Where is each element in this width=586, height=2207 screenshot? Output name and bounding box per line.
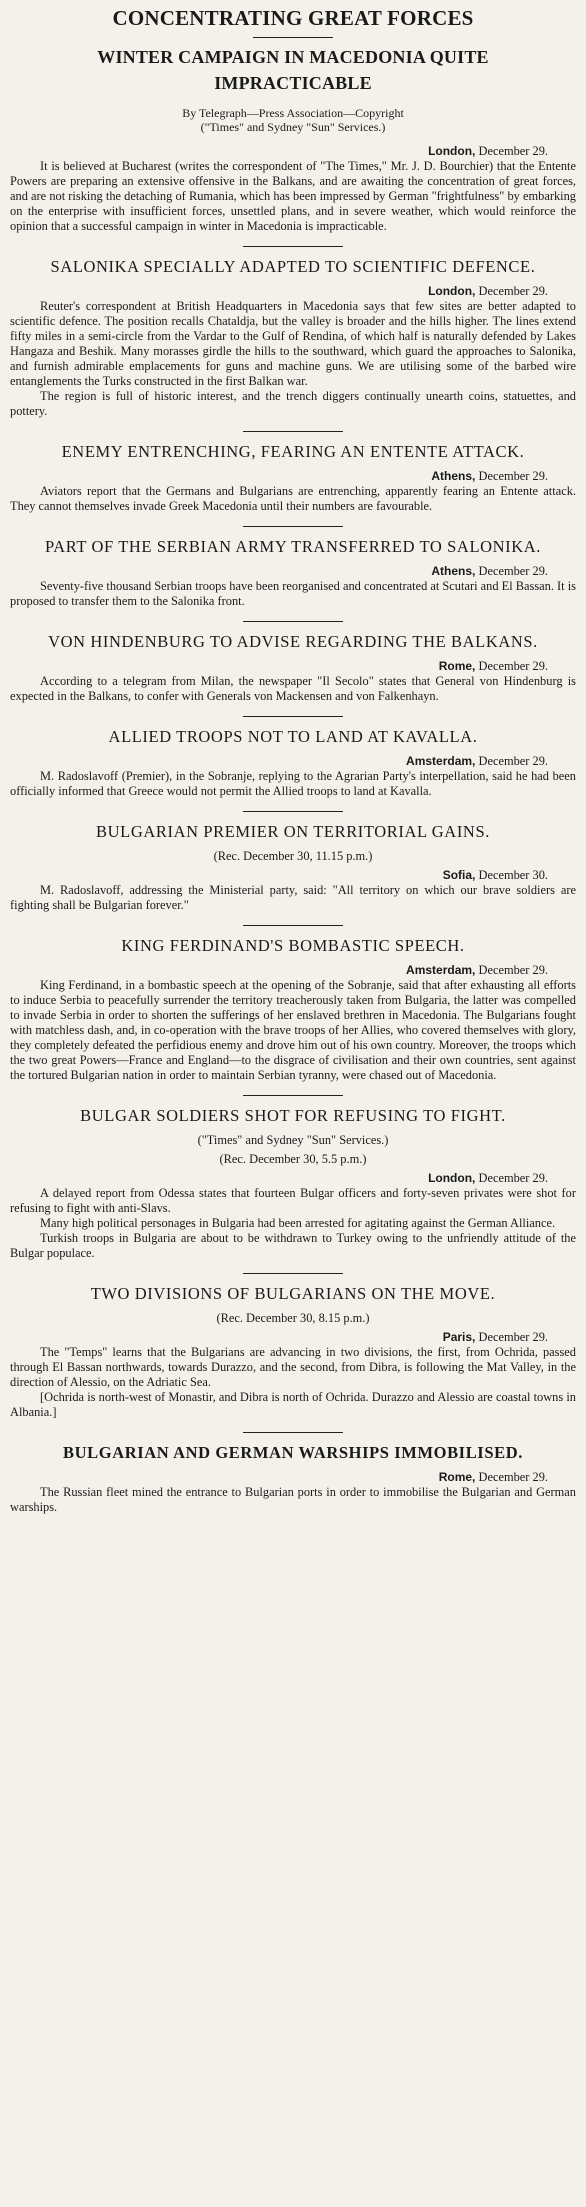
dateline-place: Rome, bbox=[438, 659, 476, 673]
section-divider bbox=[243, 621, 343, 622]
section-title: KING FERDINAND'S BOMBASTIC SPEECH. bbox=[121, 936, 465, 955]
article-section bbox=[10, 1284, 576, 1420]
section-paragraph: Reuter's correspondent at British Headquarters in Macedonia says that few sites are better adapted to scientific defence. The position recalls Chataldja, but the valley is broader and the hills higher. The lines extend fifty miles in a semi-circle from the Vardar to the Gulf of Rendina, of which half is naturally defended by Lakes Hangaza and Beshik. Many morasses girdle the hills to the southward, which guard the approaches to Salonika, and furnish admirable emplacements for guns and machine guns. We are utilising some of the barbed wire entanglements the Turks constructed in the first Balkan war. bbox=[10, 299, 576, 388]
section-divider bbox=[243, 716, 343, 717]
section-divider bbox=[243, 431, 343, 432]
byline bbox=[10, 106, 576, 134]
article-section bbox=[10, 1443, 576, 1515]
section-dateline bbox=[10, 659, 576, 674]
section-dateline bbox=[10, 1171, 576, 1186]
dateline-place: Sofia, bbox=[442, 868, 476, 882]
article-section bbox=[10, 1106, 576, 1261]
section-title: ENEMY ENTRENCHING, FEARING AN ENTENTE ATTACK. bbox=[61, 442, 525, 461]
lead-article bbox=[10, 144, 576, 234]
section-divider bbox=[243, 811, 343, 812]
main-headline: CONCENTRATING GREAT FORCES bbox=[112, 6, 474, 30]
section-divider bbox=[243, 1273, 343, 1274]
article-section bbox=[10, 936, 576, 1083]
dateline-date: December 29. bbox=[478, 1330, 548, 1344]
section-dateline bbox=[10, 963, 576, 978]
dateline-date: December 30. bbox=[478, 868, 548, 882]
section-services: ("Times" and Sydney "Sun" Services.) bbox=[197, 1133, 389, 1147]
section-paragraph: A delayed report from Odessa states that fourteen Bulgar officers and forty-seven privates were shot for refusing to fight with anti-Slavs. bbox=[10, 1186, 576, 1215]
byline-copyright: By Telegraph—Press Association—Copyright bbox=[182, 106, 404, 120]
section-divider bbox=[243, 925, 343, 926]
article-section bbox=[10, 822, 576, 913]
dateline-place: Rome, bbox=[438, 1470, 476, 1484]
section-dateline bbox=[10, 868, 576, 883]
section-paragraph: Seventy-five thousand Serbian troops have been reorganised and concentrated at Scutari and El Bassan. It is proposed to transfer them to the Salonika front. bbox=[10, 579, 576, 608]
received-time: (Rec. December 30, 5.5 p.m.) bbox=[219, 1152, 367, 1166]
dateline-place: London, bbox=[428, 284, 476, 298]
section-dateline bbox=[10, 1470, 576, 1485]
dateline-date: December 29. bbox=[478, 963, 548, 977]
section-paragraph: The region is full of historic interest, and the trench diggers continually unearth coins, statuettes, and pottery. bbox=[10, 389, 576, 418]
dateline-date: December 29. bbox=[478, 469, 548, 483]
section-dateline bbox=[10, 564, 576, 579]
section-paragraph: Aviators report that the Germans and Bulgarians are entrenching, apparently fearing an Entente attack. They cannot themselves invade Greek Macedonia until their numbers are favourable. bbox=[10, 484, 576, 513]
dateline-place: Athens, bbox=[431, 564, 476, 578]
article-section bbox=[10, 537, 576, 609]
section-paragraph: King Ferdinand, in a bombastic speech at the opening of the Sobranje, said that after exhausting all efforts to induce Serbia to peacefully surrender the territory treacherously taken from Bulgaria, the latter was compelled to invade Serbia in order to shorten the sufferings of her enslaved brethren in Macedonia. The Bulgarians fought with matchless dash, and, in co-operation with the brave troops of her Allies, who covered themselves with glory, they completely defeated the perfidious enemy and drove him out of his own country. Moreover, the troops which the two great Powers—France and England—to the disgrace of civilisation and their own countries, sent against the tortured Bulgarian nation in order to maintain Serbian tyranny, were chased out of Macedonia. bbox=[10, 978, 576, 1082]
article-sections bbox=[10, 257, 576, 1515]
dateline-place: Athens, bbox=[431, 469, 476, 483]
section-paragraph: M. Radoslavoff (Premier), in the Sobranje, replying to the Agrarian Party's interpellation, said he had been officially informed that Greece would not permit the Allied troops to land at Kavalla. bbox=[10, 769, 576, 798]
dateline-date: December 29. bbox=[478, 659, 548, 673]
section-paragraph: The "Temps" learns that the Bulgarians are advancing in two divisions, the first, from Ochrida, passed through El Bassan northwards, towards Durazzo, and the second, from Dibra, is following the Mat Valley, in the direction of Alessio, on the Adriatic Sea. bbox=[10, 1345, 576, 1389]
section-title: SALONIKA SPECIALLY ADAPTED TO SCIENTIFIC DEFENCE. bbox=[50, 257, 536, 276]
section-dateline bbox=[10, 754, 576, 769]
section-title: BULGARIAN PREMIER ON TERRITORIAL GAINS. bbox=[96, 822, 490, 841]
dateline-date: December 29. bbox=[478, 284, 548, 298]
section-title: BULGARIAN AND GERMAN WARSHIPS IMMOBILISED. bbox=[63, 1443, 523, 1462]
section-dateline bbox=[10, 469, 576, 484]
byline-services: ("Times" and Sydney "Sun" Services.) bbox=[200, 120, 386, 134]
section-paragraph: [Ochrida is north-west of Monastir, and Dibra is north of Ochrida. Durazzo and Alessio are coastal towns in Albania.] bbox=[10, 1390, 576, 1419]
dateline-date: December 29. bbox=[478, 1470, 548, 1484]
article-section bbox=[10, 442, 576, 514]
section-divider bbox=[243, 1095, 343, 1096]
section-divider bbox=[243, 246, 343, 247]
dateline-date: December 29. bbox=[478, 564, 548, 578]
section-paragraph: The Russian fleet mined the entrance to Bulgarian ports in order to immobilise the Bulgarian and German warships. bbox=[10, 1485, 576, 1514]
section-paragraph: Turkish troops in Bulgaria are about to be withdrawn to Turkey owing to the unfriendly attitude of the Bulgar populace. bbox=[10, 1231, 576, 1260]
received-time: (Rec. December 30, 11.15 p.m.) bbox=[213, 849, 373, 863]
section-dateline bbox=[10, 1330, 576, 1345]
dateline-place: Amsterdam, bbox=[406, 754, 476, 768]
section-divider bbox=[243, 1432, 343, 1433]
article-section bbox=[10, 257, 576, 419]
received-time: (Rec. December 30, 8.15 p.m.) bbox=[216, 1311, 370, 1325]
section-divider bbox=[243, 526, 343, 527]
dateline-date: December 29. bbox=[478, 754, 548, 768]
section-dateline bbox=[10, 284, 576, 299]
lead-paragraph: It is believed at Bucharest (writes the correspondent of "The Times," Mr. J. D. Bourchier) that the Entente Powers are preparing an extensive offensive in the Balkans, and are awaiting the concentration of great forces, and are not risking the detaching of Rumania, which has been impressed by German "frightfulness" by embarking on the enterprise with insufficient forces, unsettled plans, and in severe weather, which would reinforce the opinion that a successful campaign in winter in Macedonia is impracticable. bbox=[10, 159, 576, 233]
dateline-place: London, bbox=[428, 144, 476, 158]
section-paragraph: According to a telegram from Milan, the newspaper "Il Secolo" states that General von Hindenburg is expected in the Balkans, to confer with Generals von Mackensen and von Falkenhayn. bbox=[10, 674, 576, 703]
article-section bbox=[10, 632, 576, 704]
subheadline: WINTER CAMPAIGN IN MACEDONIA QUITE IMPRACTICABLE bbox=[97, 47, 489, 93]
section-title: PART OF THE SERBIAN ARMY TRANSFERRED TO SALONIKA. bbox=[45, 537, 541, 556]
lead-dateline bbox=[10, 144, 576, 159]
dateline-date: December 29. bbox=[478, 144, 548, 158]
article-section bbox=[10, 727, 576, 799]
section-title: ALLIED TROOPS NOT TO LAND AT KAVALLA. bbox=[108, 727, 478, 746]
headline-rule bbox=[253, 37, 333, 38]
dateline-place: London, bbox=[428, 1171, 476, 1185]
section-title: TWO DIVISIONS OF BULGARIANS ON THE MOVE. bbox=[90, 1284, 496, 1303]
section-paragraph: M. Radoslavoff, addressing the Ministerial party, said: "All territory on which our brave soldiers are fighting shall be Bulgarian forever." bbox=[10, 883, 576, 912]
section-title: VON HINDENBURG TO ADVISE REGARDING THE BALKANS. bbox=[48, 632, 538, 651]
section-title: BULGAR SOLDIERS SHOT FOR REFUSING TO FIGHT. bbox=[80, 1106, 506, 1125]
section-paragraph: Many high political personages in Bulgaria had been arrested for agitating against the German Alliance. bbox=[40, 1216, 556, 1230]
dateline-date: December 29. bbox=[478, 1171, 548, 1185]
dateline-place: Paris, bbox=[442, 1330, 476, 1344]
dateline-place: Amsterdam, bbox=[406, 963, 476, 977]
